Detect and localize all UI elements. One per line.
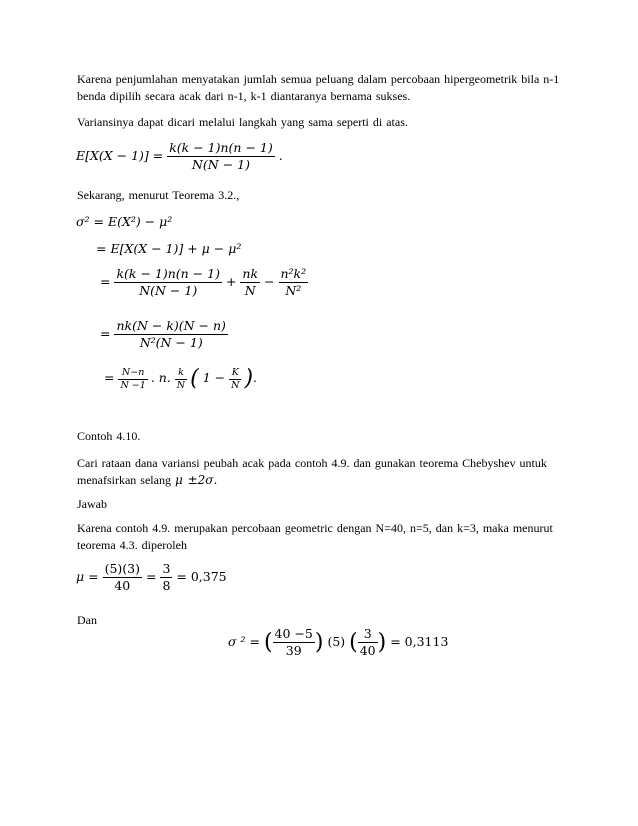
eq1-fraction: [167, 140, 275, 173]
frac-denominator: 8: [162, 578, 171, 593]
variance-line-5-frac-1: [118, 367, 147, 392]
eq1-denominator: N(N − 1): [167, 156, 275, 173]
frac-denominator: N: [176, 380, 186, 391]
right-paren: ): [314, 630, 324, 655]
paragraph-sum-explanation: Karena penjumlahan menyatakan jumlah semua peluang dalam percobaan hipergeometrik bila n-1 benda dipilih secara acak dari n-1, k-1 diantaranya bernama sukses.: [77, 72, 560, 103]
equals-sign: =: [104, 370, 119, 385]
mu-fraction-2: [160, 561, 172, 594]
equation-expectation-xx1: [76, 140, 283, 173]
frac-denominator: N²: [279, 282, 309, 299]
answer-label: Jawab: [77, 497, 107, 511]
left-paren: (: [349, 630, 358, 655]
sigma-lhs: σ ² =: [228, 634, 260, 649]
frac-numerator: nk(N − k)(N − n): [116, 318, 226, 333]
sigma-mid: (5): [327, 634, 346, 649]
plus-sign: +: [225, 274, 237, 289]
paragraph-variance-intro: Variansinya dapat dicari melalui langkah yang sama seperti di atas.: [77, 115, 408, 129]
equals-sign: =: [145, 569, 157, 584]
variance-line-1: σ² = E(X²) − μ²: [76, 214, 173, 229]
period: .: [253, 370, 258, 385]
right-paren: ): [244, 366, 254, 391]
example-question: [77, 455, 567, 489]
eq1-numerator: k(k − 1)n(n − 1): [169, 140, 273, 155]
frac-numerator: N−n: [121, 367, 145, 378]
equation-mean: [76, 561, 227, 594]
variance-line-5-mid: . n.: [150, 370, 171, 385]
variance-line-4-frac: [114, 318, 227, 351]
frac-denominator: N: [240, 282, 260, 299]
variance-line-5-inner: 1 −: [202, 370, 226, 385]
frac-numerator: (5)(3): [104, 561, 140, 576]
frac-numerator: 40 −5: [274, 626, 313, 641]
left-paren: (: [190, 366, 199, 391]
frac-denominator: 39: [273, 642, 315, 659]
variance-line-3-frac-1: [114, 266, 222, 299]
variance-line-3-frac-3: [279, 266, 309, 299]
minus-sign: −: [264, 274, 275, 289]
variance-line-5: [104, 366, 257, 392]
variance-line-5-frac-2: [175, 367, 187, 392]
frac-denominator: N(N − 1): [114, 282, 222, 299]
frac-numerator: k(k − 1)n(n − 1): [116, 266, 220, 281]
example-interval: μ ±2σ.: [174, 473, 218, 487]
eq1-period: .: [278, 148, 283, 163]
example-title: Contoh 4.10.: [77, 429, 141, 443]
left-paren: (: [263, 630, 273, 655]
sigma-fraction-1: [273, 626, 315, 659]
mu-result: = 0,375: [176, 569, 227, 584]
sigma-result: = 0,3113: [390, 634, 449, 649]
frac-denominator: N −1: [120, 380, 146, 391]
example-question-text: Cari rataan dana variansi peubah acak pada contoh 4.9. dan gunakan teorema Chebyshev untuk menafsirkan selang: [77, 456, 547, 487]
variance-line-4: [100, 318, 228, 351]
variance-line-3: [100, 266, 308, 299]
frac-numerator: k: [178, 367, 184, 378]
frac-denominator: N: [231, 380, 240, 391]
dan-label: Dan: [77, 613, 97, 627]
variance-line-5-frac-3: [229, 367, 241, 392]
frac-numerator: 3: [162, 561, 171, 576]
frac-denominator: 40: [359, 643, 376, 658]
paragraph-theorem-ref: Sekarang, menurut Teorema 3.2.,: [77, 188, 240, 202]
equation-variance-result: [228, 626, 448, 659]
frac-numerator: K: [231, 367, 239, 378]
sigma-fraction-2: [358, 626, 378, 659]
eq1-lhs: E[X(X − 1)] =: [76, 148, 164, 163]
equals-sign: =: [100, 274, 115, 289]
variance-line-2: = E[X(X − 1)] + μ − μ²: [96, 241, 242, 256]
right-paren: ): [377, 630, 387, 655]
frac-numerator: n²k²: [280, 266, 307, 281]
answer-text: Karena contoh 4.9. merupakan percobaan geometric dengan N=40, n=5, dan k=3, maka menurut teorema 4.3. diperoleh: [77, 521, 553, 552]
frac-denominator: 40: [103, 577, 142, 594]
frac-numerator: 3: [363, 626, 372, 641]
equals-sign: =: [100, 326, 115, 341]
variance-line-3-frac-2: [240, 266, 260, 299]
mu-fraction-1: [103, 561, 142, 594]
frac-numerator: nk: [242, 266, 259, 281]
mu-lhs: μ =: [76, 569, 99, 584]
frac-denominator: N²(N − 1): [114, 334, 227, 351]
